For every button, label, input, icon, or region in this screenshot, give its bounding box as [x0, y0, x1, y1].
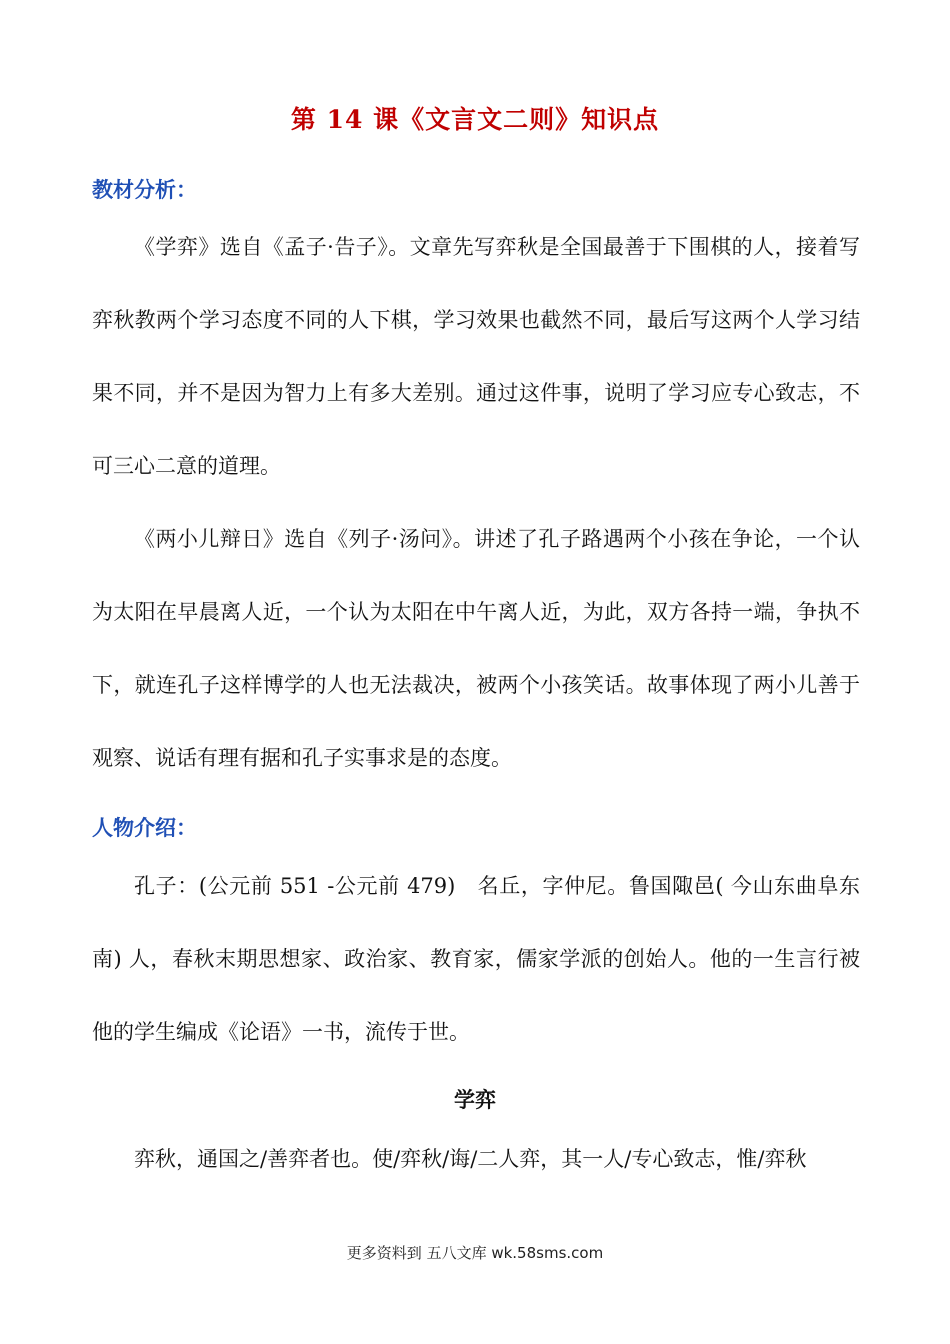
- footer-note: 更多资料到 五八文库 wk.58sms.com: [346, 1244, 604, 1262]
- text-heading-xueyi: 学弈: [454, 1087, 496, 1112]
- document-title: 第 14 课《文言文二则》知识点: [290, 105, 660, 134]
- section-heading-character-intro: 人物介绍：: [92, 815, 197, 840]
- section-heading-textbook-analysis: 教材分析：: [92, 177, 197, 202]
- paragraph-xueyi-text: 弈秋，通国之/善弈者也。使/弈秋/诲/二人弈，其一人/专心致志，惟/弈秋: [134, 1147, 807, 1171]
- paragraph-confucius-intro: 孔子：(公元前 551 -公元前 479) 名丘，字仲尼。鲁国陬邑( 今山东曲阜东南) 人，春秋末期思想家、政治家、教育家，儒家学派的创始人。他的一生言行被他的学生编成《论语》一书，流传于世。: [92, 874, 860, 1044]
- paragraph-xueyi-analysis: 《学弈》选自《孟子·告子》。文章先写弈秋是全国最善于下围棋的人，接着写弈秋教两个学习态度不同的人下棋，学习效果也截然不同，最后写这两个人学习结果不同，并不是因为智力上有多大差别。通过这件事，说明了学习应专心致志，不可三心二意的道理。: [92, 235, 860, 478]
- paragraph-liangxiaoer-analysis: 《两小儿辩日》选自《列子·汤问》。讲述了孔子路遇两个小孩在争论，一个认为太阳在早晨离人近，一个认为太阳在中午离人近，为此，双方各持一端，争执不下，就连孔子这样博学的人也无法裁决，被两个小孩笑话。故事体现了两小儿善于观察、说话有理有据和孔子实事求是的态度。: [92, 527, 860, 770]
